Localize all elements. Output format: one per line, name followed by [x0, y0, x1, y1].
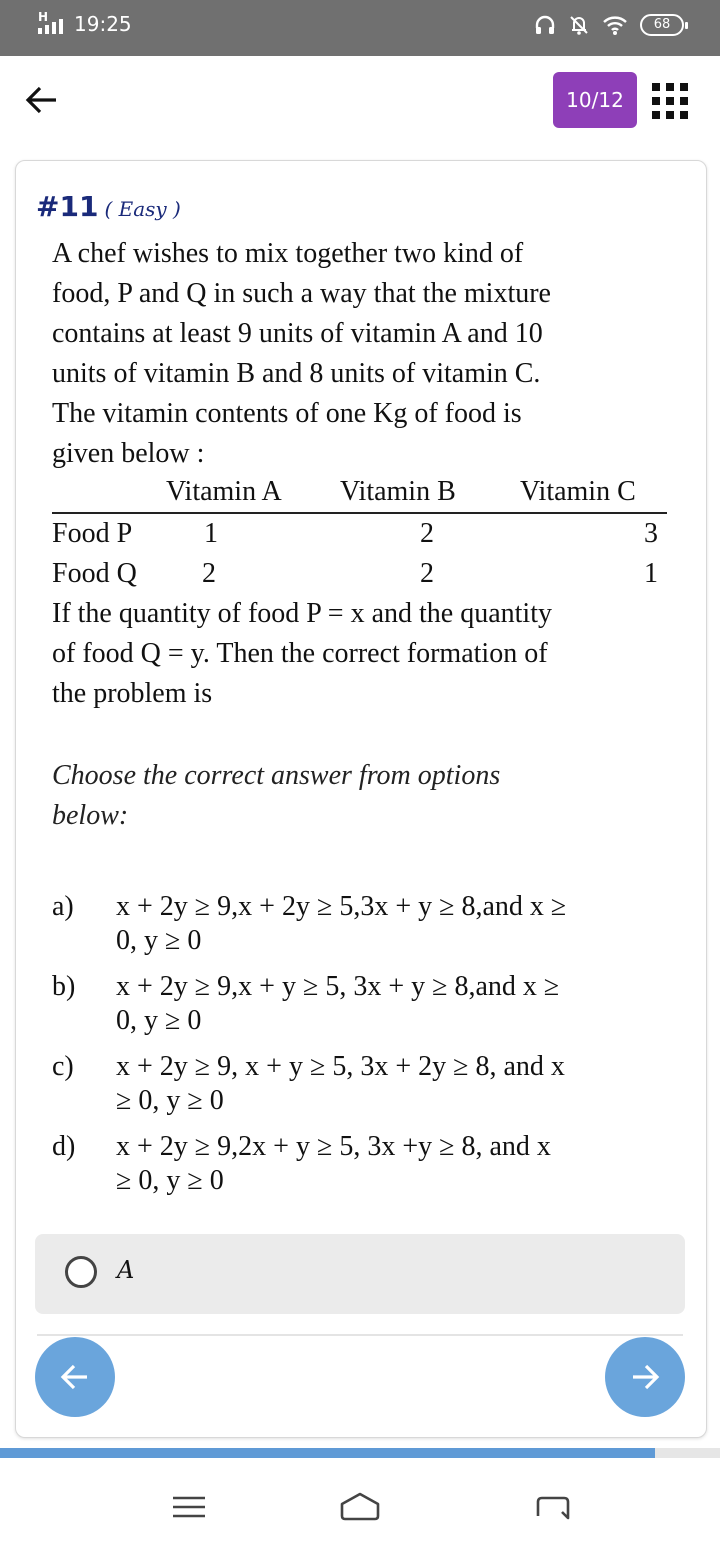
- status-bar: [0, 0, 720, 56]
- status-left: [38, 10, 132, 38]
- prompt-line: below:: [52, 800, 129, 831]
- option-text: x + 2y ≥ 9, x + y ≥ 5, 3x + 2y ≥ 8, and x: [116, 1051, 565, 1082]
- prompt-line: Choose the correct answer from options: [52, 760, 501, 791]
- question-line: given below :: [52, 438, 205, 469]
- home-button[interactable]: [336, 1486, 384, 1526]
- radio-button[interactable]: [65, 1256, 97, 1288]
- question-line: The vitamin contents of one Kg of food is: [52, 398, 522, 429]
- question-line: of food Q = y. Then the correct formation of: [52, 638, 548, 669]
- table-cell-food: Food P: [52, 518, 133, 549]
- option-b: [52, 970, 692, 1038]
- table-cell: 1: [204, 518, 218, 549]
- next-button[interactable]: [605, 1337, 685, 1417]
- table-header: [52, 474, 667, 514]
- option-label: c): [52, 1051, 74, 1082]
- signal-icon: [38, 10, 66, 38]
- table-cell-food: Food Q: [52, 558, 137, 589]
- table-header-cell: Vitamin C: [520, 476, 636, 507]
- battery-icon: [640, 14, 684, 36]
- table-row: [52, 514, 667, 554]
- question-line: If the quantity of food P = x and the quantity: [52, 598, 552, 629]
- option-label: b): [52, 971, 76, 1002]
- vitamin-table: [52, 474, 667, 594]
- option-text: x + 2y ≥ 9,2x + y ≥ 5, 3x +y ≥ 8, and x: [116, 1131, 551, 1162]
- question-counter-text: 10/12: [566, 88, 624, 112]
- question-number: #11: [36, 190, 99, 223]
- question-line: A chef wishes to mix together two kind of: [52, 238, 524, 269]
- option-label: d): [52, 1131, 76, 1162]
- question-line: the problem is: [52, 678, 213, 709]
- table-cell: 2: [202, 558, 216, 589]
- options-list: [52, 890, 692, 1210]
- system-back-button[interactable]: [528, 1486, 576, 1526]
- progress-fill: [0, 1448, 655, 1458]
- table-cell: 2: [420, 558, 434, 589]
- arrow-left-icon: [22, 80, 62, 120]
- table-header-cell: Vitamin B: [340, 476, 456, 507]
- network-type: H: [38, 10, 49, 24]
- status-time: 19:25: [74, 12, 132, 36]
- recent-apps-button[interactable]: [165, 1486, 213, 1526]
- question-text-continued: [52, 594, 692, 714]
- previous-button[interactable]: [35, 1337, 115, 1417]
- back-icon: [528, 1486, 576, 1526]
- answer-choice-label: A: [117, 1256, 135, 1284]
- arrow-left-icon: [55, 1357, 95, 1397]
- option-text: 0, y ≥ 0: [116, 925, 202, 956]
- grid-menu-icon[interactable]: [652, 83, 688, 119]
- table-cell: 1: [644, 558, 658, 589]
- table-cell: 2: [420, 518, 434, 549]
- answer-choice-a[interactable]: [35, 1234, 685, 1314]
- system-nav-bar: [0, 1470, 720, 1544]
- option-text: 0, y ≥ 0: [116, 1005, 202, 1036]
- question-counter[interactable]: [553, 72, 637, 128]
- question-header: [36, 190, 181, 223]
- question-line: food, P and Q in such a way that the mixture: [52, 278, 551, 309]
- option-label: a): [52, 891, 74, 922]
- option-d: [52, 1130, 692, 1198]
- progress-bar: [0, 1448, 720, 1458]
- table-cell: 3: [644, 518, 658, 549]
- option-text: x + 2y ≥ 9,x + 2y ≥ 5,3x + y ≥ 8,and x ≥: [116, 891, 567, 922]
- option-text: ≥ 0, y ≥ 0: [116, 1085, 224, 1116]
- home-icon: [336, 1486, 384, 1526]
- option-text: ≥ 0, y ≥ 0: [116, 1165, 224, 1196]
- divider: [37, 1334, 683, 1336]
- option-text: x + 2y ≥ 9,x + y ≥ 5, 3x + y ≥ 8,and x ≥: [116, 971, 560, 1002]
- status-right: [534, 14, 684, 36]
- back-button[interactable]: [22, 80, 62, 120]
- option-c: [52, 1050, 692, 1118]
- table-header-cell: Vitamin A: [166, 476, 282, 507]
- option-a: [52, 890, 692, 958]
- table-row: [52, 554, 667, 594]
- question-text: [52, 234, 692, 474]
- headphones-icon: [534, 14, 556, 36]
- question-line: contains at least 9 units of vitamin A and 10: [52, 318, 543, 349]
- answer-prompt: [52, 756, 672, 836]
- battery-level: 68: [653, 17, 671, 32]
- mute-icon: [568, 14, 590, 36]
- wifi-icon: [602, 14, 628, 36]
- arrow-right-icon: [625, 1357, 665, 1397]
- recent-apps-icon: [165, 1486, 213, 1526]
- difficulty-label: ( Easy ): [104, 197, 181, 221]
- question-line: units of vitamin B and 8 units of vitamin C.: [52, 358, 541, 389]
